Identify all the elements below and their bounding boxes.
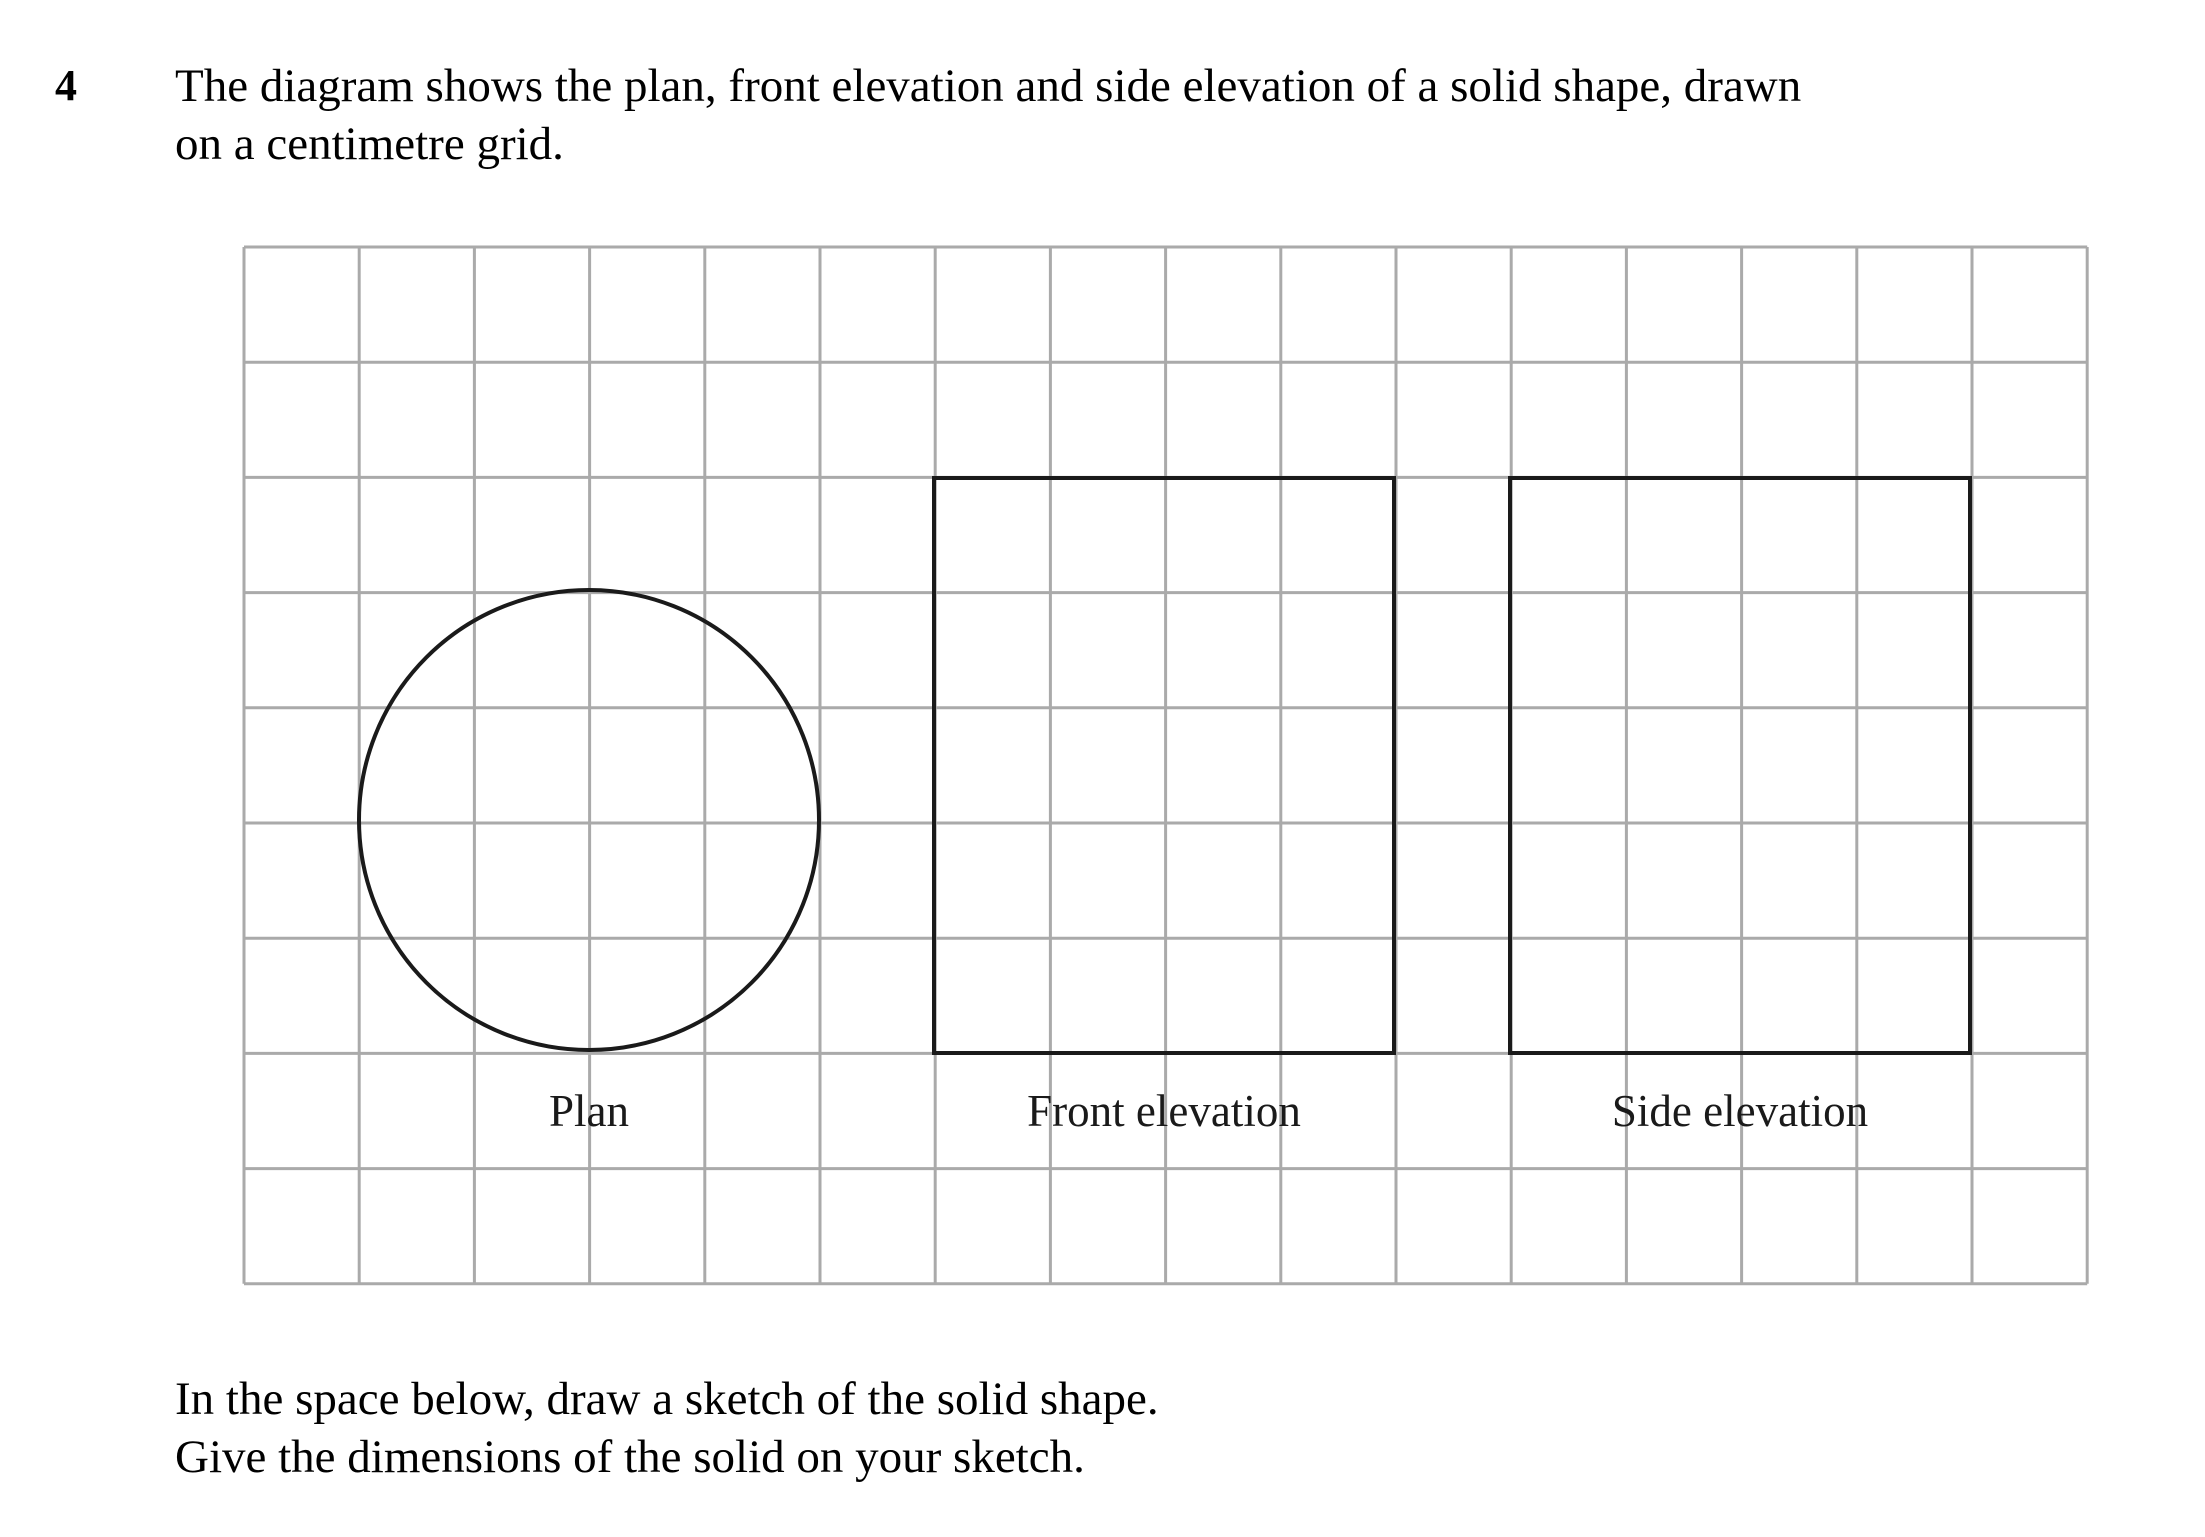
instruction-line-1: In the space below, draw a sketch of the solid shape. [175,1373,1159,1425]
front-elevation-rectangle [934,478,1394,1053]
question-text-line-1: The diagram shows the plan, front elevation and side elevation of a solid shape, drawn [175,60,1802,112]
instructions [175,1370,1159,1486]
side-elevation-rectangle [1510,478,1970,1053]
front-elevation-label: Front elevation [1027,1086,1301,1136]
instruction-line-2: Give the dimensions of the solid on your sketch. [175,1431,1085,1483]
side-elevation-label: Side elevation [1611,1086,1869,1136]
plan-label: Plan [548,1086,630,1136]
question-number: 4 [55,61,77,110]
question-text-line-2: on a centimetre grid. [175,118,564,170]
